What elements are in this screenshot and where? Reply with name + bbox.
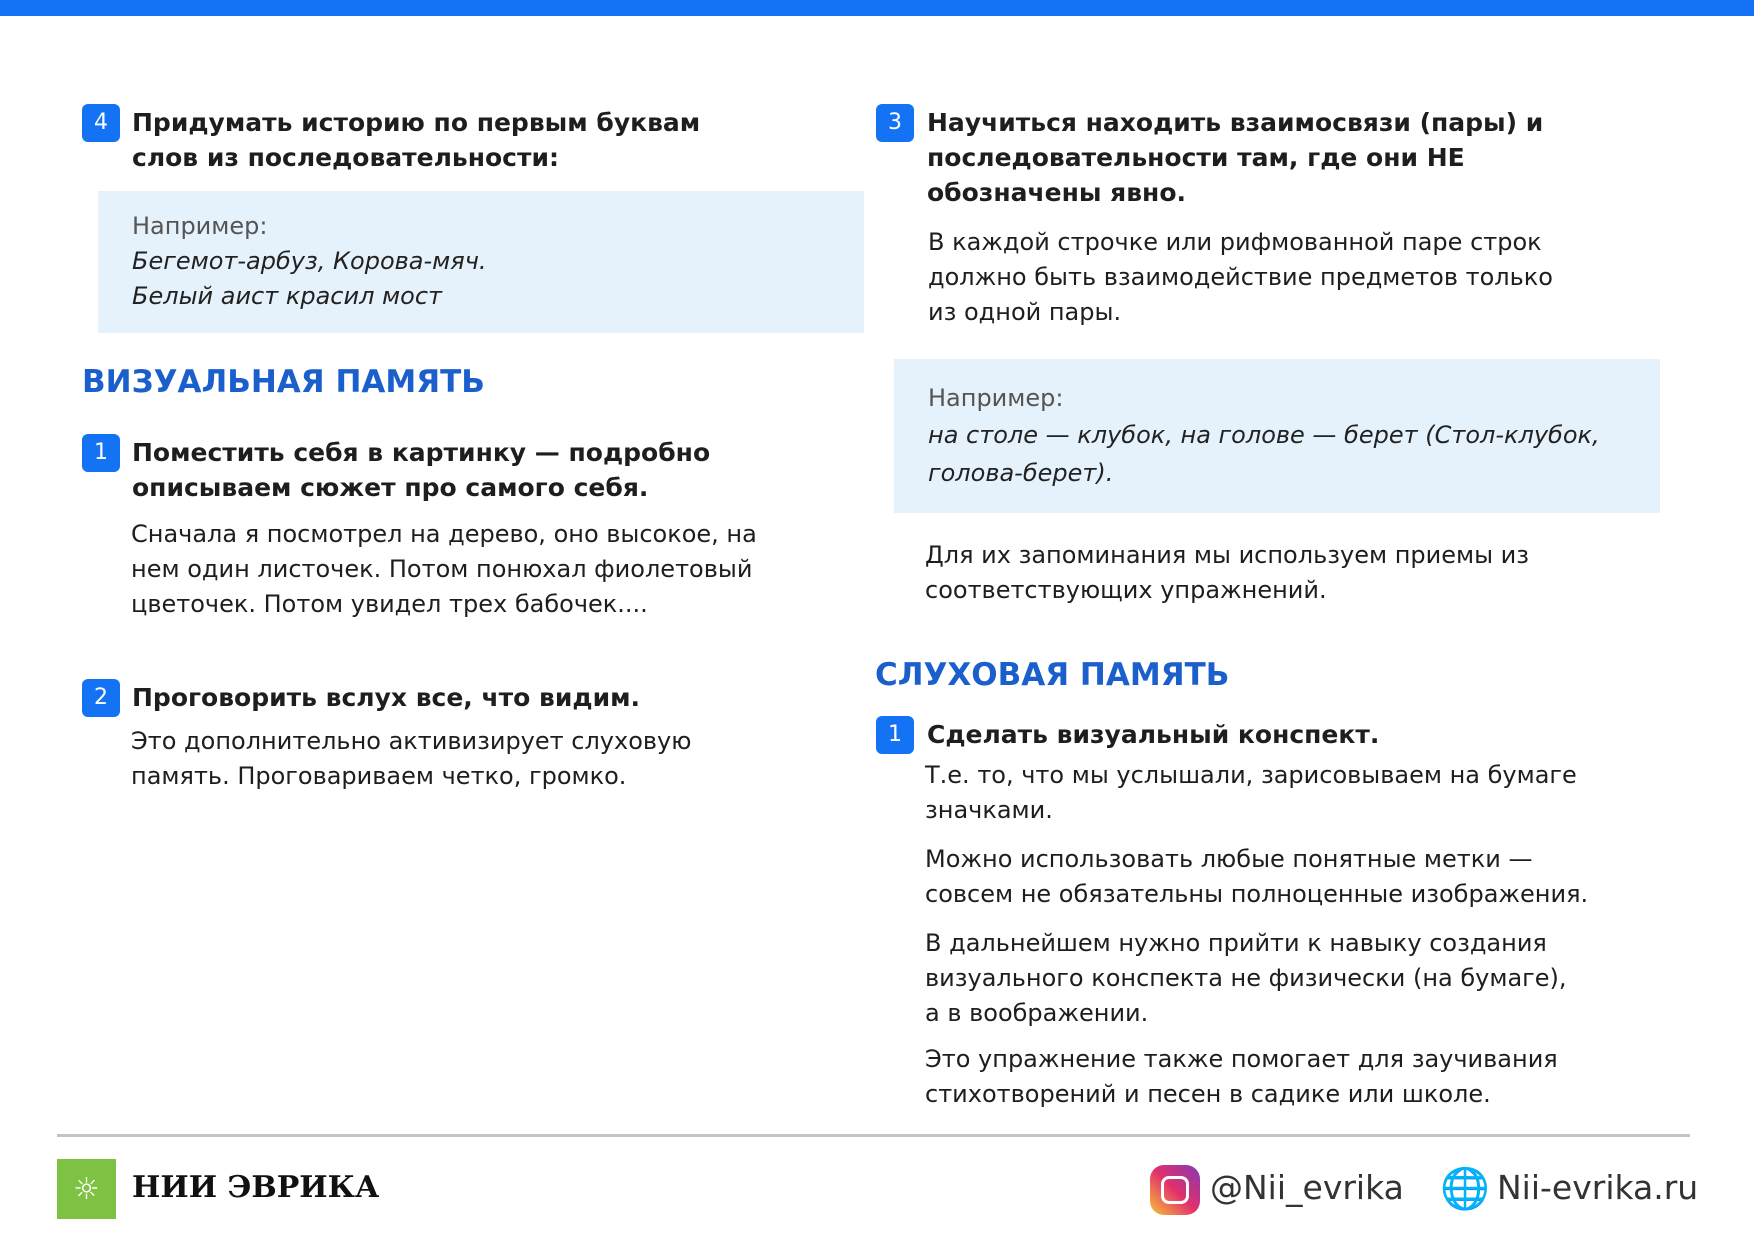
body-line: визуального конспекта не физически (на бумаге), xyxy=(925,964,1567,992)
body-line: совсем не обязательны полноценные изображения. xyxy=(925,880,1589,908)
instagram-icon[interactable] xyxy=(1150,1165,1200,1215)
body-line: память. Проговариваем четко, громко. xyxy=(131,762,627,790)
step-badge: 2 xyxy=(82,679,120,717)
body-line: В каждой строчке или рифмованной паре строк xyxy=(928,228,1542,256)
section-title-visual: ВИЗУАЛЬНАЯ ПАМЯТЬ xyxy=(82,364,485,400)
body-line: а в воображении. xyxy=(925,999,1149,1027)
title-line: Сделать визуальный конспект. xyxy=(927,720,1380,749)
example-line: на столе — клубок, на голове — берет (Стол-клубок, xyxy=(928,421,1600,449)
step-badge: 4 xyxy=(82,104,120,142)
title-line: слов из последовательности: xyxy=(132,143,560,172)
globe-cursor-icon: 🌐 xyxy=(1440,1166,1490,1212)
item-body xyxy=(131,724,691,794)
body-line: Сначала я посмотрел на дерево, оно высокое, на xyxy=(131,520,757,548)
step-badge: 1 xyxy=(876,716,914,754)
title-line: описываем сюжет про самого себя. xyxy=(132,473,649,502)
body-line: значками. xyxy=(925,796,1053,824)
website-link[interactable]: Nii-evrika.ru xyxy=(1497,1168,1699,1207)
instagram-handle[interactable]: @Nii_evrika xyxy=(1210,1168,1404,1207)
body-line: Можно использовать любые понятные метки — xyxy=(925,845,1533,873)
item-title xyxy=(132,680,640,715)
item-body xyxy=(925,1042,1558,1112)
example-label: Например: xyxy=(928,384,1064,412)
title-line: обозначены явно. xyxy=(927,178,1186,207)
body-line: В дальнейшем нужно прийти к навыку создания xyxy=(925,929,1547,957)
body-line: цветочек. Потом увидел трех бабочек.... xyxy=(131,590,648,618)
example-line: голова-берет). xyxy=(928,459,1114,487)
title-line: Придумать историю по первым буквам xyxy=(132,108,701,137)
item-body xyxy=(131,517,757,622)
item-title xyxy=(927,105,1543,210)
body-line: Для их запоминания мы используем приемы из xyxy=(925,541,1530,569)
body-line: Т.е. то, что мы услышали, зарисовываем на бумаге xyxy=(925,761,1577,789)
example-box xyxy=(894,359,1660,513)
title-line: Проговорить вслух все, что видим. xyxy=(132,683,641,712)
lightbulb-icon: ☼ xyxy=(57,1159,116,1219)
example-label: Например: xyxy=(132,212,268,240)
item-body xyxy=(925,758,1577,828)
title-line: Поместить себя в картинку — подробно xyxy=(132,438,711,467)
item-title xyxy=(132,105,700,175)
step-badge: 1 xyxy=(82,434,120,472)
item-body xyxy=(925,926,1567,1031)
body-line: должно быть взаимодействие предметов только xyxy=(928,263,1553,291)
item-body xyxy=(925,538,1529,608)
brand-name: НИИ ЭВРИКА xyxy=(132,1170,380,1205)
example-box xyxy=(98,191,864,333)
footer-divider xyxy=(57,1134,1690,1137)
body-line: Это упражнение также помогает для заучивания xyxy=(925,1045,1558,1073)
example-line: Бегемот-арбуз, Корова-мяч. xyxy=(132,247,487,275)
section-title-auditory: СЛУХОВАЯ ПАМЯТЬ xyxy=(875,657,1230,693)
body-line: из одной пары. xyxy=(928,298,1122,326)
item-body xyxy=(928,225,1553,330)
body-line: соответствующих упражнений. xyxy=(925,576,1327,604)
item-title xyxy=(132,435,710,505)
body-line: Это дополнительно активизирует слуховую xyxy=(131,727,692,755)
body-line: стихотворений и песен в садике или школе. xyxy=(925,1080,1491,1108)
step-badge: 3 xyxy=(876,104,914,142)
title-line: Научиться находить взаимосвязи (пары) и xyxy=(927,108,1544,137)
top-bar xyxy=(0,0,1754,16)
title-line: последовательности там, где они НЕ xyxy=(927,143,1465,172)
item-body xyxy=(925,842,1588,912)
example-line: Белый аист красил мост xyxy=(132,282,443,310)
item-title xyxy=(927,717,1379,752)
body-line: нем один листочек. Потом понюхал фиолетовый xyxy=(131,555,753,583)
